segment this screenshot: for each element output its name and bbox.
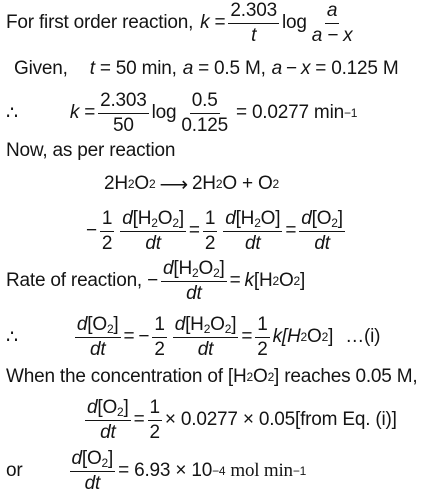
reaction-intro: Now, as per reaction [6, 140, 176, 161]
d-o2-over-dt: $\frac{d[O_2]}{dt}$ [301, 207, 343, 255]
concentration-condition: When the concentration of [H 2 O 2 ] reaches 0.05 M, [6, 366, 418, 387]
d-h2o2-over-dt: $\frac{d[H_2O_2]}{dt}$ [122, 207, 184, 255]
final-rate-value: = 6.93 × 10 [118, 460, 213, 481]
rate-calculation: $\frac{d[O_2]}{dt}$ = $\frac{1}{2}$ × 0.0277 × 0.05[from Eq. (i)] [87, 396, 397, 444]
equation-tag: …(i) [345, 326, 381, 347]
fraction-2303-over-50: $\frac{2.303}{50}$ [100, 90, 147, 136]
rate-of-reaction-line: Rate of reaction, − $\frac{d[H_2O_2]}{dt}$ = k [H 2 O 2 ] [6, 257, 306, 305]
formula-intro: For first order reaction, [6, 12, 194, 33]
therefore-symbol: ∴ [6, 102, 18, 124]
fraction-2303-over-t: $\frac{2.303}{t}$ [230, 0, 277, 46]
time-value: = 50 min, [99, 58, 177, 79]
remaining-concentration: = 0.125 M [315, 58, 399, 79]
d-h2o-over-dt: $\frac{d[H_2O]}{dt}$ [225, 207, 281, 255]
final-rate-unit: mol min [230, 460, 293, 481]
first-order-formula [6, 0, 357, 46]
fraction-a-over-a-minus-x: $\frac{a}{a - x}$ [311, 0, 353, 46]
fraction-05-over-0125: $\frac{0.5}{0.125}$ [181, 90, 228, 136]
given-values: Given, t = 50 min, a = 0.5 M, a − x = 0.125 M [14, 58, 399, 79]
reaction-equation: 2H 2 O 2 ⟶ 2H 2 O + O 2 [104, 173, 280, 196]
initial-concentration: = 0.5 M, [198, 58, 266, 79]
rate-expression: − $\frac{1}{2}$ $\frac{d[H_2O_2]}{dt}$ = $\frac{1}{2}$ $\frac{d[H_2O]}{dt}$ = $\frac{d[O_2]}{dt}$ [86, 207, 343, 255]
equals-sign: = [214, 12, 226, 33]
equation-i: ∴ $\frac{d[O_2]}{dt}$ = − $\frac{1}{2}$ $\frac{d[H_2O_2]}{dt}$ = $\frac{1}{2}$ k[H 2 O 2 ] …(i) [6, 313, 381, 361]
final-result: or $\frac{d[O_2]}{dt}$ = 6.93 × 10 −4 mol min −1 [6, 447, 307, 495]
reaction-arrow: ⟶ [159, 173, 188, 196]
rate-constant-calculation: ∴ k = $\frac{2.303}{50}$ log $\frac{0.5}{0.125}$ = 0.0277 min −1 [6, 90, 358, 136]
rate-constant-result: = 0.0277 min [235, 102, 344, 123]
given-label: Given, [14, 58, 68, 79]
log-label: log [281, 12, 307, 33]
rate-constant-symbol: k [200, 12, 210, 33]
